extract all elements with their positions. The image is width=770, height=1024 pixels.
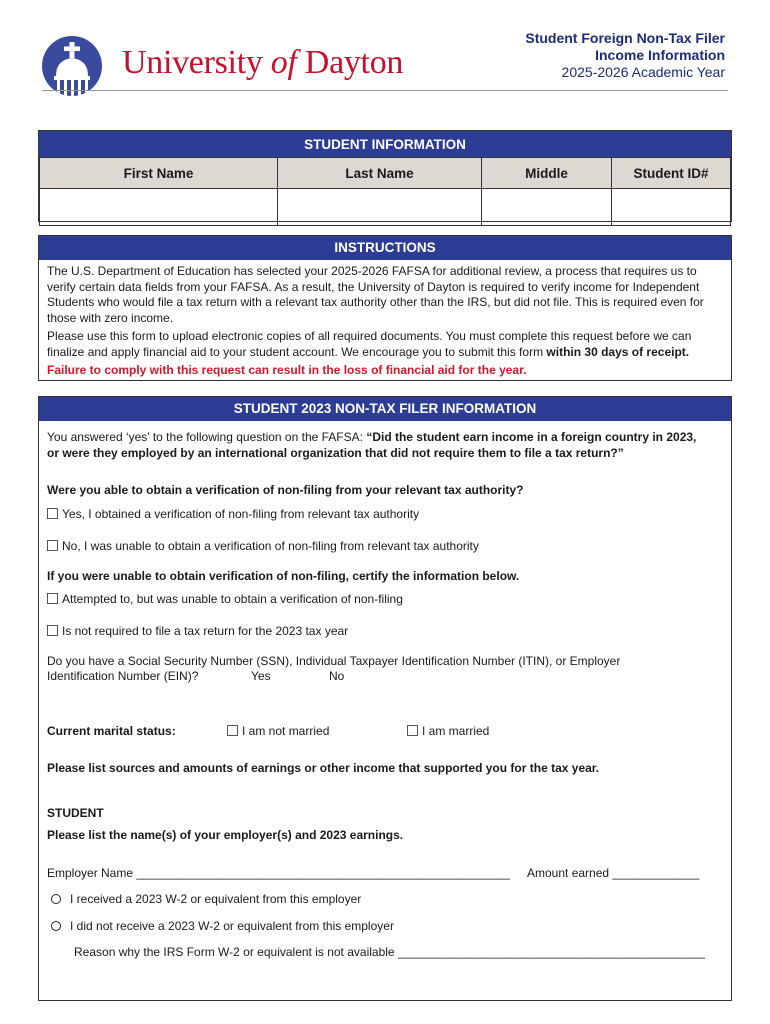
instructions-section [38, 235, 732, 381]
student-subheading: STUDENT [47, 806, 104, 820]
employers-question: Please list the name(s) of your employer(s) and 2023 earnings. [47, 828, 404, 842]
instructions-paragraph-1: The U.S. Department of Education has selected your 2025-2026 FAFSA for additional review, a process that requires us to verify certain data fields from your FAFSA. As a result, the University of Dayton is required to verify income for Independent Students who would file a tax return with a relevant tax authority other than the IRS, but did not file. This is required even for those with zero income. [47, 264, 704, 325]
option-attempted[interactable]: Attempted to, but was unable to obtain a verification of non-filing [47, 592, 403, 606]
ssn-yes-option[interactable]: Yes [251, 669, 271, 683]
checkbox-icon[interactable] [227, 725, 238, 736]
form-title-line1: Student Foreign Non-Tax Filer [525, 30, 725, 46]
w2-reason-field[interactable]: Reason why the IRS Form W-2 or equivalent is not available ______________________________________________ [74, 945, 705, 959]
form-title-line2: Income Information [595, 47, 725, 63]
option-married[interactable]: I am married [407, 724, 489, 738]
nontax-filer-heading: STUDENT 2023 NON-TAX FILER INFORMATION [39, 397, 731, 421]
student-id-field[interactable] [612, 189, 731, 226]
radio-icon[interactable] [51, 894, 61, 904]
nontax-filer-section [38, 396, 732, 1001]
checkbox-icon[interactable] [47, 540, 58, 551]
first-name-field[interactable] [40, 189, 278, 226]
fafsa-question: You answered ‘yes’ to the following question on the FAFSA: “Did the student earn income in a foreign country in 2023, or were they employed by an international organization that did not require them to file a tax return?” [47, 430, 697, 460]
option-verified-yes[interactable]: Yes, I obtained a verification of non-filing from relevant tax authority [47, 507, 419, 521]
middle-header: Middle [482, 158, 612, 189]
university-logo-icon [42, 36, 102, 96]
checkbox-icon[interactable] [407, 725, 418, 736]
form-title [525, 30, 725, 81]
option-w2-not-received[interactable]: I did not receive a 2023 W-2 or equivalent from this employer [51, 919, 394, 933]
ssn-question-cont: Identification Number (EIN)? [47, 669, 199, 683]
checkbox-icon[interactable] [47, 593, 58, 604]
university-wordmark: University of Dayton [122, 44, 404, 81]
instructions-heading: INSTRUCTIONS [39, 236, 731, 260]
checkbox-icon[interactable] [47, 508, 58, 519]
student-id-header: Student ID# [612, 158, 731, 189]
student-information-table [39, 157, 731, 226]
radio-icon[interactable] [51, 921, 61, 931]
middle-field[interactable] [482, 189, 612, 226]
option-verified-no[interactable]: No, I was unable to obtain a verification of non-filing from relevant tax authority [47, 539, 479, 553]
option-w2-received[interactable]: I received a 2023 W-2 or equivalent from this employer [51, 892, 361, 906]
certify-instruction: If you were unable to obtain verification of non-filing, certify the information below. [47, 569, 520, 583]
verification-question: Were you able to obtain a verification of non-filing from your relevant tax authority? [47, 483, 524, 497]
option-not-married[interactable]: I am not married [227, 724, 329, 738]
income-sources-question: Please list sources and amounts of earnings or other income that supported you for the tax year. [47, 761, 600, 775]
academic-year: 2025-2026 Academic Year [561, 64, 725, 80]
first-name-header: First Name [40, 158, 278, 189]
option-not-required[interactable]: Is not required to file a tax return for the 2023 tax year [47, 624, 348, 638]
student-information-section [38, 130, 732, 222]
header-divider [42, 90, 728, 91]
student-information-heading: STUDENT INFORMATION [39, 131, 731, 157]
last-name-header: Last Name [278, 158, 482, 189]
employer-name-field[interactable]: Employer Name ________________________________________________________ [47, 866, 511, 880]
ssn-no-option[interactable]: No [329, 669, 345, 683]
instructions-paragraph-2: Please use this form to upload electronic copies of all required documents. You must complete this request before we can finalize and apply financial aid to your student account. We encourage you to submit this form within 30 days of receipt. [47, 329, 692, 359]
last-name-field[interactable] [278, 189, 482, 226]
instructions-warning: Failure to comply with this request can result in the loss of financial aid for the year. [47, 363, 527, 377]
marital-status-label: Current marital status: [47, 724, 176, 738]
ssn-question: Do you have a Social Security Number (SSN), Individual Taxpayer Identification Number (ITIN), or Employer [47, 654, 621, 668]
checkbox-icon[interactable] [47, 625, 58, 636]
amount-earned-field[interactable]: Amount earned _____________ [527, 866, 700, 880]
